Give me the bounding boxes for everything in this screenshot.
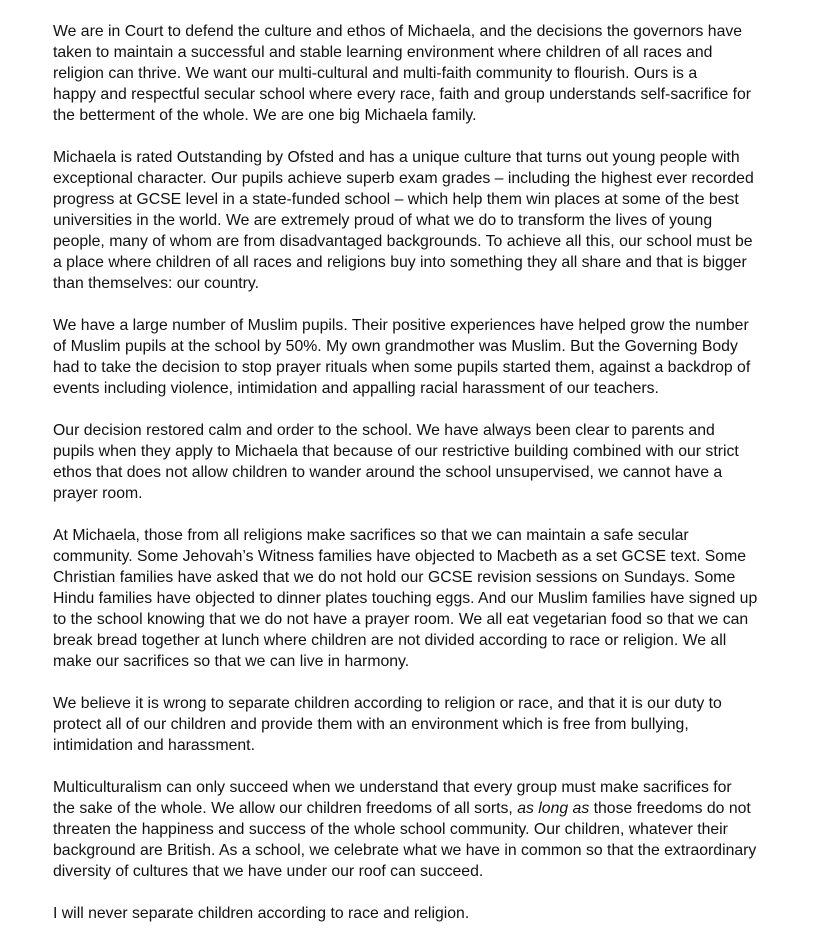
text-line: of Muslim pupils at the school by 50%. My own grandmother was Muslim. But the Governing Body: [53, 338, 738, 355]
emphasis-text: as long as: [517, 800, 590, 817]
text-line: make our sacrifices so that we can live in harmony.: [53, 653, 410, 670]
text-line: Hindu families have objected to dinner plates touching eggs. And our Muslim families have signed up: [53, 590, 758, 607]
text-line-with-emphasis: [53, 798, 794, 819]
text-line: background are British. As a school, we celebrate what we have in common so that the extraordinary: [53, 842, 757, 859]
text-line: than themselves: our country.: [53, 275, 260, 292]
text-line: people, many of whom are from disadvantaged backgrounds. To achieve all this, our school must be: [53, 233, 753, 250]
paragraph-closing-statement: [53, 903, 794, 924]
text-line: Our decision restored calm and order to the school. We have always been clear to parents and: [53, 422, 715, 439]
text-line: Christian families have asked that we do not hold our GCSE revision sessions on Sundays. Some: [53, 569, 736, 586]
text-line: protect all of our children and provide them with an environment which is free from bullying,: [53, 716, 689, 733]
text-line: community. Some Jehovah’s Witness families have objected to Macbeth as a set GCSE text. Some: [53, 548, 747, 565]
text-segment: those freedoms do not: [589, 800, 751, 817]
text-line: events including violence, intimidation and appalling racial harassment of our teachers.: [53, 380, 659, 397]
text-line: a place where children of all races and religions buy into something they all share and that is bigger: [53, 254, 747, 271]
text-line: taken to maintain a successful and stable learning environment where children of all races and: [53, 44, 713, 61]
paragraph-court-defence: [53, 21, 794, 126]
text-line: Michaela is rated Outstanding by Ofsted and has a unique culture that turns out young people with: [53, 149, 740, 166]
paragraph-muslim-pupils: [53, 315, 794, 399]
text-line: We believe it is wrong to separate children according to religion or race, and that it is our duty to: [53, 695, 722, 712]
text-line: diversity of cultures that we have under our roof can succeed.: [53, 863, 484, 880]
text-line: exceptional character. Our pupils achieve superb exam grades – including the highest ever recorded: [53, 170, 754, 187]
text-line: progress at GCSE level in a state-funded school – which help them win places at some of the best: [53, 191, 739, 208]
text-line: intimidation and harassment.: [53, 737, 255, 754]
text-line: pupils when they apply to Michaela that because of our restrictive building combined with our strict: [53, 443, 739, 460]
text-segment: the sake of the whole. We allow our children freedoms of all sorts,: [53, 800, 518, 817]
text-line: happy and respectful secular school where every race, faith and group understands self-sacrifice for: [53, 86, 752, 103]
paragraph-ofsted-outstanding: [53, 147, 794, 294]
text-line: universities in the world. We are extremely proud of what we do to transform the lives of young: [53, 212, 713, 229]
text-line: break bread together at lunch where children are not divided according to race or religion. We all: [53, 632, 727, 649]
text-line: At Michaela, those from all religions make sacrifices so that we can maintain a safe secular: [53, 527, 689, 544]
text-line: Multiculturalism can only succeed when we understand that every group must make sacrifices for: [53, 779, 732, 796]
paragraph-multiculturalism: [53, 777, 794, 882]
paragraph-religious-sacrifices: [53, 525, 794, 672]
text-line: had to take the decision to stop prayer rituals when some pupils started them, against a backdrop of: [53, 359, 751, 376]
text-line: ethos that does not allow children to wander around the school unsupervised, we cannot have a: [53, 464, 723, 481]
text-line: We have a large number of Muslim pupils. Their positive experiences have helped grow the number: [53, 317, 749, 334]
text-line: I will never separate children according to race and religion.: [53, 905, 470, 922]
paragraph-separation-wrong: [53, 693, 794, 756]
text-line: the betterment of the whole. We are one big Michaela family.: [53, 107, 477, 124]
paragraph-prayer-room-decision: [53, 420, 794, 504]
text-line: prayer room.: [53, 485, 143, 502]
text-line: religion can thrive. We want our multi-cultural and multi-faith community to flourish. Ours is a: [53, 65, 698, 82]
text-line: We are in Court to defend the culture and ethos of Michaela, and the decisions the governors have: [53, 23, 743, 40]
text-line: threaten the happiness and success of the whole school community. Our children, whatever their: [53, 821, 728, 838]
text-line: to the school knowing that we do not have a prayer room. We all eat vegetarian food so that we can: [53, 611, 749, 628]
